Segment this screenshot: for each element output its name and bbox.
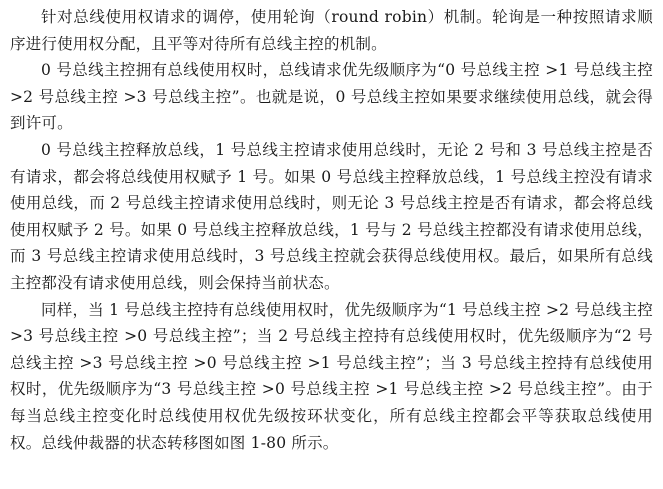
paragraph-priority-rotation: 同样，当 1 号总线主控持有总线使用权时，优先级顺序为“1 号总线主控 >2 号总线主控 >3 号总线主控 >0 号总线主控”；当 2 号总线主控持有总线使用权时，优先级顺序为“2 号总线主控 >3 号总线主控 >0 号总线主控 >1 号总线主控”；当 3 号总线主控持有总线使用权时，优先级顺序为“3 号总线主控 >0 号总线主控 >1 号总线主控 >2 号总线主控”。由于每当总线主控变化时总线使用权优先级按环状变化，所有总线主控都会平等获取总线使用权。总线仲裁器的状态转移图如图 1-80 所示。 (10, 300, 653, 452)
paragraph-round-robin-intro: 针对总线使用权请求的调停，使用轮询（round robin）机制。轮询是一种按照请求顺序进行使用权分配，且平等对待所有总线主控的机制。 (10, 8, 653, 53)
paragraph-master0-priority: 0 号总线主控拥有总线使用权时，总线请求优先级顺序为“0 号总线主控 >1 号总线主控 >2 号总线主控 >3 号总线主控”。也就是说，0 号总线主控如果要求继续使用总线，就会得到许可。 (10, 61, 653, 133)
paragraph-master0-release: 0 号总线主控释放总线，1 号总线主控请求使用总线时，无论 2 号和 3 号总线主控是否有请求，都会将总线使用权赋予 1 号。如果 0 号总线主控释放总线，1 号总线主控没有请求使用总线，而 2 号总线主控请求使用总线时，则无论 3 号总线主控是否有请求，都会将总线使用权赋予 2 号。如果 0 号总线主控释放总线，1 号与 2 号总线主控都没有请求使用总线，而 3 号总线主控请求使用总线时，3 号总线主控就会获得总线使用权。最后，如果所有总线主控都没有请求使用总线，则会保持当前状态。 (10, 140, 653, 292)
